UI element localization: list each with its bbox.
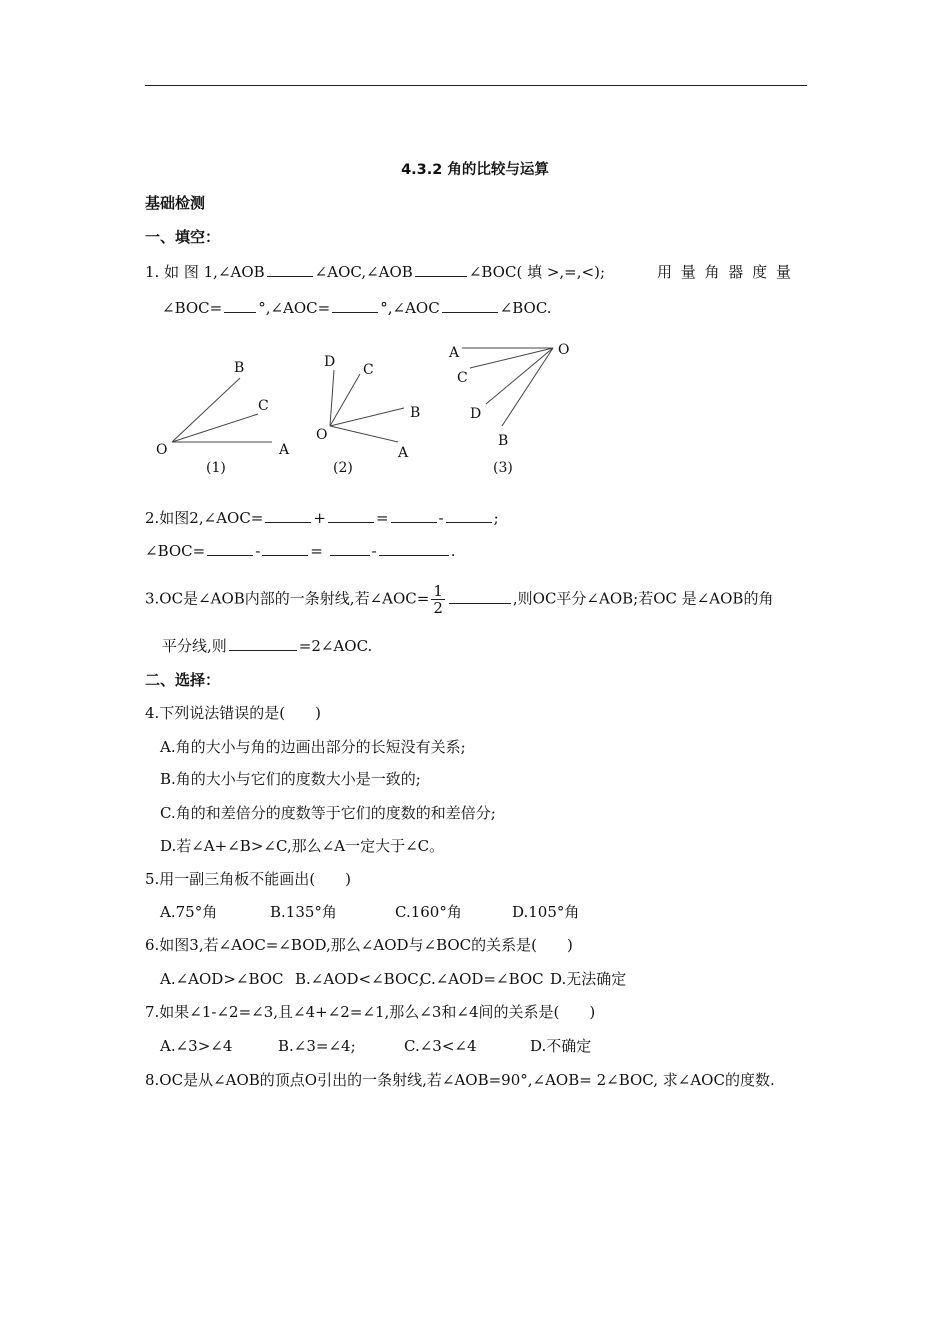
q7-option-a: A.∠3>∠4 xyxy=(160,1037,233,1055)
q1-text-g: °,∠AOC xyxy=(380,299,440,317)
q4-option-c: C.角的和差倍分的度数等于它们的度数的和差倍分; xyxy=(160,804,496,822)
fraction-numerator: 1 xyxy=(433,582,443,600)
section-basic: 基础检测 xyxy=(145,194,206,212)
figure-3-caption: (3) xyxy=(493,460,513,476)
label-B: B xyxy=(498,433,509,449)
header-rule xyxy=(145,85,807,86)
q6-option-a: A.∠AOD>∠BOC xyxy=(160,970,284,988)
page-title: 4.3.2 角的比较与运算 xyxy=(401,162,549,178)
label-D: D xyxy=(470,406,482,422)
question-5-stem: 5.用一副三角板不能画出( ) xyxy=(145,870,352,888)
blank[interactable] xyxy=(262,541,308,556)
q5-option-c: C.160°角 xyxy=(395,903,462,921)
blank[interactable] xyxy=(207,541,253,556)
figure-2 xyxy=(316,354,420,476)
label-A: A xyxy=(398,445,409,461)
q2-minus: - xyxy=(438,509,444,527)
q2-eq: = xyxy=(375,509,389,527)
q6-option-d: D.无法确定 xyxy=(550,970,627,988)
ray-OC xyxy=(330,374,360,426)
q7-option-b: B.∠3=∠4; xyxy=(278,1037,356,1055)
q2-minus: - xyxy=(371,542,377,560)
section-choice: 二、选择： xyxy=(145,671,221,689)
figure-1 xyxy=(156,360,290,476)
blank[interactable] xyxy=(267,262,313,277)
section-fill: 一、填空： xyxy=(145,228,221,246)
label-C: C xyxy=(457,370,468,386)
blank[interactable] xyxy=(415,262,467,277)
label-B: B xyxy=(234,360,245,376)
q3-text-b: ,则OC平分∠AOB;若OC 是∠AOB的角 xyxy=(512,589,774,608)
figure-1-caption: (1) xyxy=(206,460,226,476)
blank[interactable] xyxy=(391,508,437,523)
ray-OA xyxy=(330,426,398,442)
q2-plus: + xyxy=(313,509,326,527)
blank[interactable] xyxy=(332,298,378,313)
q2-dot: . xyxy=(450,542,456,560)
q1-text-e: ∠BOC= xyxy=(162,299,223,317)
q2-semi: ; xyxy=(493,509,499,527)
q1-text-f: °,∠AOC= xyxy=(258,299,331,317)
q5-option-a: A.75°角 xyxy=(160,903,218,921)
q1-num: 1. xyxy=(145,263,160,281)
angle-figures xyxy=(0,330,950,490)
blank[interactable] xyxy=(449,589,511,604)
q1-text-a: 如 图 1,∠AOB xyxy=(164,263,265,281)
q4-option-d: D.若∠A+∠B>∠C,那么∠A一定大于∠C。 xyxy=(160,837,445,855)
question-1-line-1 xyxy=(145,262,605,282)
question-3-line-1 xyxy=(145,583,773,616)
q1-text-c: ∠BOC( 填 >,=,<); xyxy=(468,263,605,281)
q7-option-d: D.不确定 xyxy=(530,1037,592,1055)
label-O: O xyxy=(316,427,328,443)
q6-option-b: B.∠AOD<∠BOC; xyxy=(295,970,424,988)
q3-text-d: =2∠AOC. xyxy=(298,637,373,655)
label-B: B xyxy=(410,405,421,421)
fraction-denominator: 2 xyxy=(433,599,443,617)
ray-OC xyxy=(172,414,258,442)
figure-2-caption: (2) xyxy=(333,460,353,476)
q2-minus: - xyxy=(255,542,261,560)
blank[interactable] xyxy=(229,636,297,651)
q1-text-h: ∠BOC. xyxy=(499,299,552,317)
question-3-line-2 xyxy=(162,636,372,656)
q1-text-b: ∠AOC,∠AOB xyxy=(314,263,413,281)
q1-text-d: 用 量 角 器 度 量 xyxy=(657,263,791,281)
label-O: O xyxy=(156,442,168,458)
q5-option-d: D.105°角 xyxy=(512,903,580,921)
ray-OB xyxy=(330,408,404,426)
blank[interactable] xyxy=(379,541,449,556)
q6-option-c: C.∠AOD=∠BOC xyxy=(420,970,544,988)
figure-3 xyxy=(448,342,569,476)
blank[interactable] xyxy=(265,508,311,523)
blank[interactable] xyxy=(328,508,374,523)
label-C: C xyxy=(258,398,269,414)
label-D: D xyxy=(324,354,336,370)
question-4-stem: 4.下列说法错误的是( ) xyxy=(145,704,322,722)
q4-option-a: A.角的大小与角的边画出部分的长短没有关系; xyxy=(160,738,466,756)
blank[interactable] xyxy=(442,298,498,313)
q2-eq: = xyxy=(310,542,323,560)
q7-option-c: C.∠3<∠4 xyxy=(404,1037,477,1055)
fraction-one-half xyxy=(431,583,445,616)
question-1-line-2 xyxy=(162,298,552,318)
ray-OB xyxy=(502,348,553,426)
question-6-stem: 6.如图3,若∠AOC=∠BOD,那么∠AOD与∠BOC的关系是( ) xyxy=(145,936,573,954)
blank[interactable] xyxy=(446,508,492,523)
q3-text-a: 3.OC是∠AOB内部的一条射线,若∠AOC= xyxy=(145,589,430,608)
ray-OD xyxy=(330,370,334,426)
q3-text-c: 平分线,则 xyxy=(162,637,227,655)
ray-OB xyxy=(172,378,240,442)
blank[interactable] xyxy=(224,298,256,313)
q2-text: 2.如图2,∠AOC= xyxy=(145,509,264,527)
label-A: A xyxy=(279,442,290,458)
label-O: O xyxy=(558,342,570,358)
q2-text-2: ∠BOC= xyxy=(145,542,206,560)
question-8-stem: 8.OC是从∠AOB的顶点O引出的一条射线,若∠AOB=90°,∠AOB= 2∠BOC, 求∠AOC的度数. xyxy=(145,1071,775,1089)
question-7-stem: 7.如果∠1-∠2=∠3,且∠4+∠2=∠1,那么∠3和∠4间的关系是( ) xyxy=(145,1003,596,1021)
blank[interactable] xyxy=(330,541,370,556)
q5-option-b: B.135°角 xyxy=(270,903,337,921)
q4-option-b: B.角的大小与它们的度数大小是一致的; xyxy=(160,770,421,788)
question-2-line-2 xyxy=(145,541,456,561)
label-A: A xyxy=(449,345,460,361)
question-2-line-1 xyxy=(145,508,499,528)
label-C: C xyxy=(363,362,374,378)
